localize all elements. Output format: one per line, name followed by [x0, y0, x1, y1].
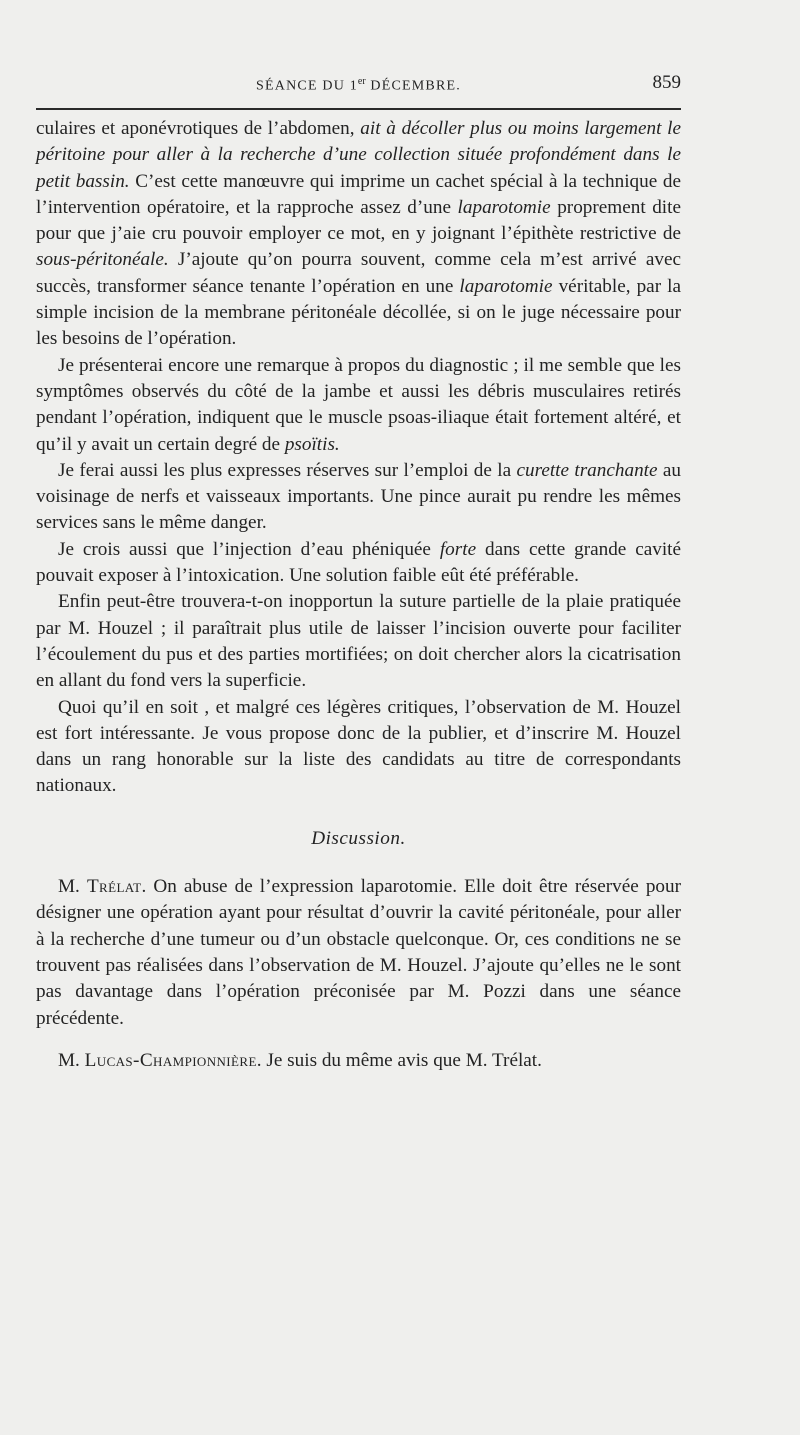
- text-run: culaires et aponévrotiques de l’abdomen,: [36, 118, 361, 139]
- paragraph-4: [36, 537, 681, 590]
- header-rule: [36, 108, 681, 110]
- paragraph-6: Quoi qu’il en soit , et malgré ces légères critiques, l’observation de M. Houzel est fort intéressante. Je vous propose donc de la publier, et d’inscrire M. Houzel dans un rang honorable sur la liste des candidats au titre de correspondants nationaux.: [36, 696, 681, 797]
- speaker-name: Lucas-Championnière: [84, 1049, 257, 1071]
- paragraph-2: [36, 353, 681, 458]
- text-run: dans cette grande cavité pouvait exposer à l’intoxication. Une solution faible eût été préférable.: [36, 538, 682, 587]
- paragraph-5: Enfin peut-être trouvera-t-on inopportun la suture partielle de la plaie pratiquée par M. Houzel ; il paraîtrait plus utile de laisser l’incision ouverte pour faciliter l’écoulement du pus et des parties mortifiées; on doit chercher alors la cicatrisation en allant du fond vers la superficie.: [36, 591, 681, 692]
- speech-text: . On abuse de l’expression laparotomie. Elle doit être réservée pour désigner une opération ayant pour résultat d’ouvrir la cavité péritonéale, pour aller à la recherche d’une tumeur ou d’un obstacle quelconque. Or, ces conditions ne se trouvent pas réalisées dans l’observation de M. Houzel. J’ajoute qu’elles ne le sont pas davantage dans l’opération préconisée par M. Pozzi dans une séance précédente.: [36, 876, 682, 1029]
- text-run: au voisinage de nerfs et vaisseaux importants. Une pince aurait pu rendre les mêmes services sans le même danger.: [36, 459, 681, 534]
- paragraph-1: [36, 116, 681, 353]
- italic-run: psoïtis.: [284, 433, 340, 455]
- text-run: Je ferai aussi les plus expresses réserves sur l’emploi de la: [58, 459, 517, 481]
- italic-run: laparotomie: [457, 196, 551, 218]
- paragraph-3: [36, 458, 681, 537]
- speaker-prefix: M.: [58, 876, 87, 898]
- discussion-heading: Discussion.: [311, 827, 406, 849]
- page-number: 859: [652, 72, 681, 93]
- running-head-text-end: DÉCEMBRE.: [365, 78, 461, 94]
- speaker-prefix: M.: [58, 1049, 85, 1071]
- text-run: C’est cette manœuvre qui imprime un cachet spécial à la technique de l’intervention opératoire, et la rapproche assez d’une: [36, 170, 681, 218]
- italic-run: sous-péritonéale.: [36, 249, 169, 271]
- page-body: [36, 116, 681, 1074]
- italic-run: laparotomie: [459, 275, 553, 297]
- running-head-text: SÉANCE DU 1: [256, 78, 358, 94]
- discussion-lucas-championniere: [36, 1048, 681, 1074]
- text-run: J’ajoute qu’on pourra souvent, comme cela m’est arrivé avec succès, transformer séance tenante l’opération en une: [36, 249, 681, 297]
- italic-run: curette tranchante: [516, 459, 658, 481]
- running-head-superscript: er: [357, 76, 366, 87]
- speaker-name: Trélat: [86, 876, 142, 898]
- speech-text: . Je suis du même avis que M. Trélat.: [256, 1049, 542, 1071]
- italic-run: forte: [439, 538, 477, 560]
- text-run: Je présenterai encore une remarque à propos du diagnostic ; il me semble que les symptômes observés du côté de la jambe et aussi les débris musculaires retirés pendant l’opération, indiquent que le muscle psoas-iliaque était fortement altéré, et qu’il y avait un certain degré de: [36, 354, 681, 455]
- running-head: [36, 76, 681, 95]
- discussion-trelat: [36, 874, 681, 1032]
- text-run: véritable, par la simple incision de la membrane péritonéale décollée, si on le juge nécessaire pour les besoins de l’opération.: [36, 275, 681, 350]
- italic-run: ait à décoller plus ou moins largement le péritoine pour aller à la recherche d’une collection située profondément dans le petit bassin.: [36, 118, 681, 192]
- text-run: proprement dite pour que j’aie cru pouvoir employer ce mot, en y joignant l’épithète restrictive de: [36, 196, 681, 245]
- text-run: Je crois aussi que l’injection d’eau phéniquée: [58, 538, 440, 560]
- page-header: [36, 72, 681, 98]
